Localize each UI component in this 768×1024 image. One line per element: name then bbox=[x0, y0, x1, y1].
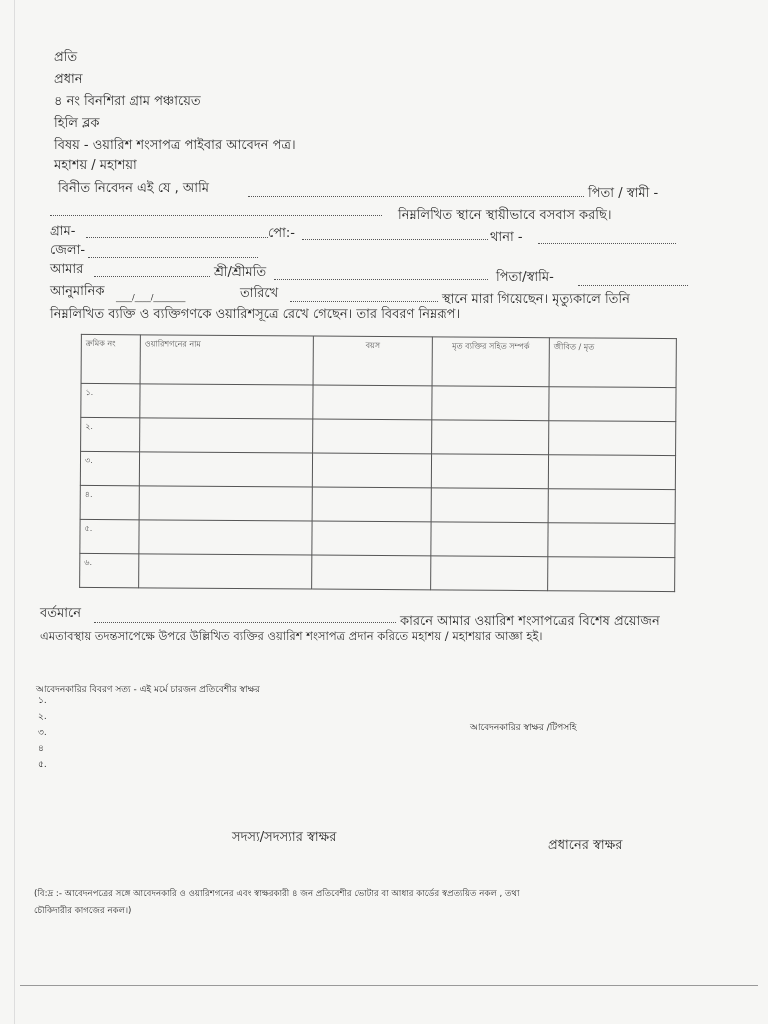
post-label: পো:- bbox=[268, 226, 295, 241]
witness-2-number: ২. bbox=[38, 712, 47, 722]
district-field[interactable] bbox=[88, 257, 258, 258]
residence-statement: নিম্নলিখিত স্থানে স্থায়ীভাবে বসবাস করছি। bbox=[398, 208, 612, 223]
table-row bbox=[81, 417, 676, 455]
deceased-father-husband-label: পিতা/স্বামি- bbox=[496, 270, 554, 285]
to-label: প্রতি bbox=[54, 50, 78, 65]
police-station-label: থানা - bbox=[490, 230, 523, 245]
row-serial: ৬. bbox=[80, 553, 139, 587]
witness-5-number: ৫. bbox=[38, 760, 47, 770]
age-cell[interactable] bbox=[312, 555, 431, 590]
col-serial: ক্রমিক নং bbox=[81, 334, 140, 383]
col-age: বয়স bbox=[313, 336, 432, 386]
applicant-name-field[interactable] bbox=[248, 196, 584, 197]
row-serial: ৩. bbox=[80, 451, 139, 485]
heir-name-cell[interactable] bbox=[139, 520, 312, 555]
note-line2: চৌকিদারীর কাগজের নকল।) bbox=[34, 906, 132, 916]
row-serial: ১. bbox=[81, 383, 140, 417]
alive-dead-cell[interactable] bbox=[548, 523, 675, 558]
relation-cell[interactable] bbox=[432, 386, 549, 421]
deceased-name-field[interactable] bbox=[274, 279, 488, 280]
deceased-father-husband-field[interactable] bbox=[578, 285, 688, 286]
witness-4-number: ৪ bbox=[38, 744, 44, 754]
relation-cell[interactable] bbox=[431, 522, 548, 557]
reason-need-text: কারনে আমার ওয়ারিশ শংসাপত্রের বিশেষ প্রয়োজন bbox=[400, 614, 660, 629]
panchayat-name: ৪ নং বিনশিরা গ্রাম পঞ্চায়েত bbox=[54, 94, 201, 109]
heir-name-cell[interactable] bbox=[140, 384, 313, 419]
alive-dead-cell[interactable] bbox=[549, 387, 676, 422]
alive-dead-cell[interactable] bbox=[548, 557, 675, 592]
heir-name-cell[interactable] bbox=[140, 418, 313, 453]
row-serial: ৪. bbox=[80, 485, 139, 519]
age-cell[interactable] bbox=[313, 385, 432, 420]
bottom-divider bbox=[20, 985, 758, 986]
district-label: জেলা- bbox=[50, 243, 86, 258]
witness-1-number: ১. bbox=[38, 696, 47, 706]
relation-cell[interactable] bbox=[431, 488, 548, 523]
relation-cell[interactable] bbox=[431, 454, 548, 489]
addressee: প্রধান bbox=[54, 72, 83, 87]
post-field[interactable] bbox=[302, 239, 488, 240]
table-row bbox=[80, 553, 675, 591]
relation-cell[interactable] bbox=[431, 556, 548, 591]
age-cell[interactable] bbox=[312, 521, 431, 556]
father-husband-label: পিতা / স্বামী - bbox=[588, 186, 659, 201]
request-statement: এমতাবস্থায় তদন্তসাপেক্ষে উপরে উল্লিখিত ব্যক্তির ওয়ারিশ শংসাপত্র প্রদান করিতে মহাশয় / মহাশয়ার আজ্ঞা হই। bbox=[40, 629, 543, 643]
approx-label: আনুমানিক bbox=[50, 284, 105, 299]
alive-dead-cell[interactable] bbox=[548, 455, 675, 490]
witness-3-number: ৩. bbox=[38, 728, 47, 738]
col-heir-name: ওয়ারিশগনের নাম bbox=[140, 335, 313, 385]
pradhan-signature-label: প্রধানের স্বাক্ষর bbox=[548, 838, 623, 853]
note-line1: (বি:দ্র :- আবেদনপত্রের সঙ্গে আবেদনকারি ও ওয়ারিশগনের এবং স্বাক্ষরকারী ৪ জন প্রতিবেশীর ভোটার বা আধার কার্ডের স্বপ্রত্যয়িত নকল , তথা bbox=[34, 889, 520, 899]
father-husband-name-field[interactable] bbox=[50, 215, 382, 216]
heir-name-cell[interactable] bbox=[139, 452, 312, 487]
died-at-text: স্থানে মারা গিয়েছেন। মৃত্যুকালে তিনি bbox=[442, 292, 630, 307]
relation-field[interactable] bbox=[94, 276, 210, 277]
table-row bbox=[81, 383, 676, 421]
age-cell[interactable] bbox=[313, 419, 432, 454]
relation-cell[interactable] bbox=[432, 420, 549, 455]
heirs-table bbox=[79, 334, 677, 592]
alive-dead-cell[interactable] bbox=[549, 421, 676, 456]
col-relation: মৃত ব্যক্তির সহিত সম্পর্ক bbox=[432, 337, 549, 387]
alive-dead-cell[interactable] bbox=[548, 489, 675, 524]
date-of-death-field[interactable]: ____/____/________ bbox=[116, 293, 186, 302]
member-signature-label: সদস্য/সদস্যার স্বাক্ষর bbox=[232, 830, 337, 845]
salutation: মহাশয় / মহাশয়া bbox=[54, 158, 137, 173]
table-row bbox=[80, 451, 675, 489]
row-serial: ৫. bbox=[80, 519, 139, 553]
reason-field[interactable] bbox=[94, 622, 396, 623]
row-serial: ২. bbox=[81, 417, 140, 451]
village-label: গ্রাম- bbox=[50, 224, 76, 239]
sri-srimati-label: শ্রী/শ্রীমতি bbox=[214, 265, 267, 280]
heirs-intro: নিম্নলিখিত ব্যক্তি ও ব্যক্তিগণকে ওয়ারিশসূত্রে রেখে গেছেন। তার বিবরণ নিম্নরূপ। bbox=[50, 307, 461, 322]
applicant-signature-label: আবেদনকারির স্বাক্ষর /টিপসহি bbox=[470, 723, 577, 733]
reason-label: বর্তমানে bbox=[40, 606, 81, 621]
police-station-field[interactable] bbox=[538, 243, 676, 244]
my-label: আমার bbox=[50, 262, 84, 277]
heir-name-cell[interactable] bbox=[139, 554, 312, 589]
village-field[interactable] bbox=[86, 237, 268, 238]
col-alive-dead: জীবিত / মৃত bbox=[549, 338, 676, 388]
age-cell[interactable] bbox=[312, 487, 431, 522]
table-header-row bbox=[81, 334, 676, 387]
page-edge-shadow bbox=[14, 0, 15, 1024]
table-row bbox=[80, 519, 675, 557]
table-row bbox=[80, 485, 675, 523]
witness-title: আবেদনকারির বিবরণ সত্য - এই মর্মে চারজন প্রতিবেশীর স্বাক্ষর bbox=[36, 685, 260, 695]
body-line1-start: বিনীত নিবেদন এই যে , আমি bbox=[58, 181, 210, 196]
date-word: তারিখে bbox=[240, 286, 279, 301]
place-of-death-field[interactable] bbox=[290, 301, 438, 302]
subject-line: বিষয় - ওয়ারিশ শংসাপত্র পাইবার আবেদন পত্র। bbox=[54, 138, 296, 153]
age-cell[interactable] bbox=[312, 453, 431, 488]
heir-name-cell[interactable] bbox=[139, 486, 312, 521]
block-name: হিলি ব্লক bbox=[54, 116, 100, 131]
